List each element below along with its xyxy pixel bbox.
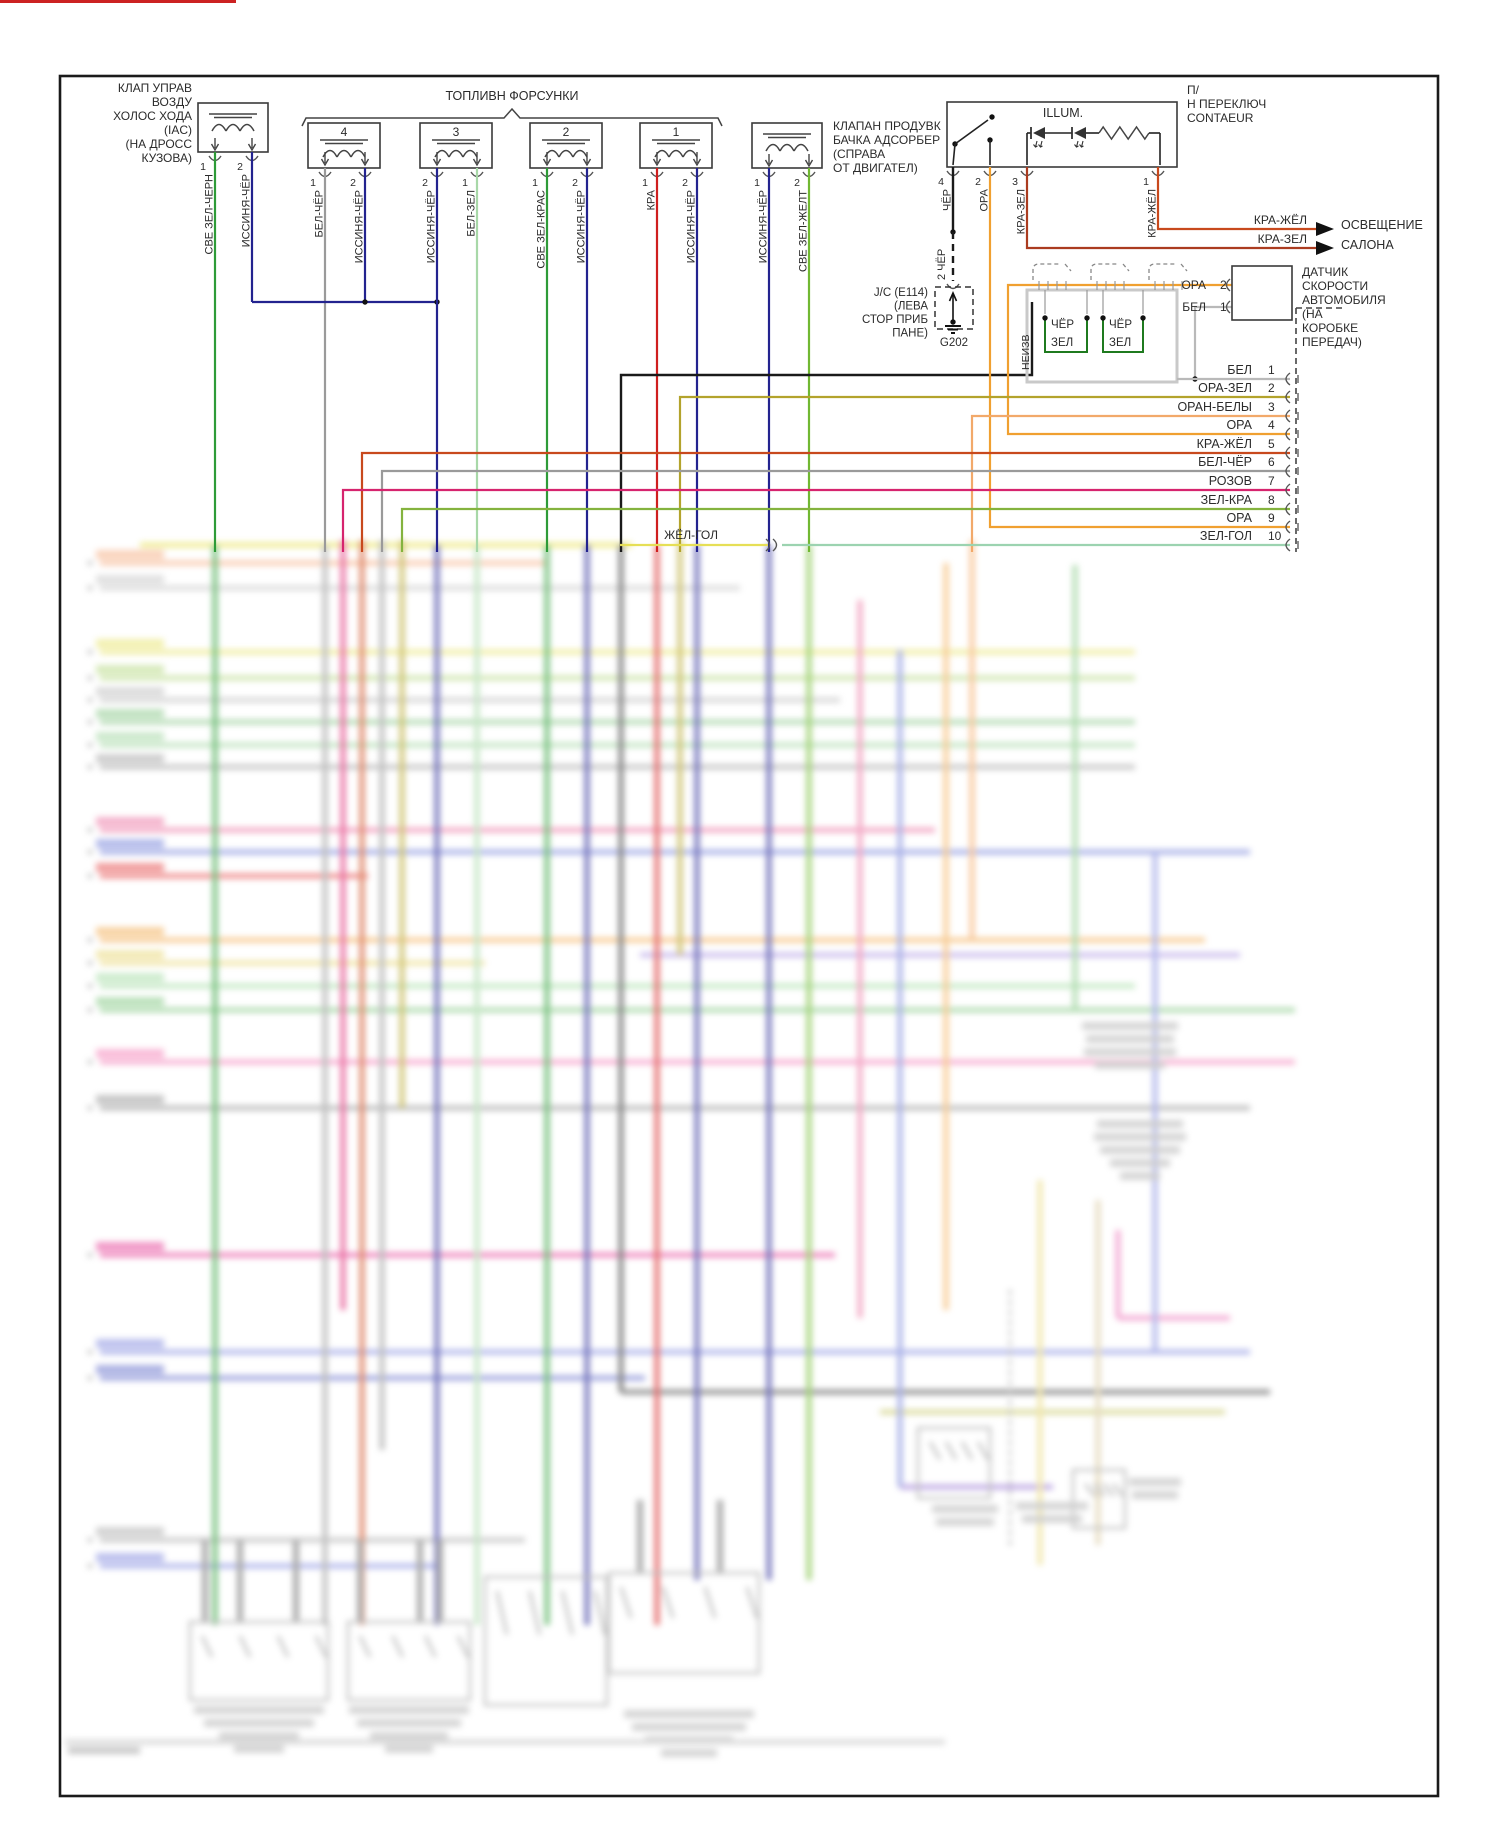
label: ЗЕЛ-ГОЛ [1199,529,1252,543]
label: 4 [1268,418,1275,432]
label: КУЗОВА) [141,151,192,165]
label: САЛОНА [1341,238,1394,252]
label: 3 [1268,400,1275,414]
diagram-border [60,76,1438,1796]
label: 7 [1268,474,1275,488]
switch-icon [955,120,988,144]
label: 1 [200,161,206,173]
label: 4 [340,125,348,139]
led-arrow-icon [1080,141,1084,147]
arrow-right-icon [1316,241,1334,255]
label: 2 [572,177,578,189]
label: ХОЛОС ХОДА [113,109,192,123]
label: ОРА-ЗЕЛ [1198,381,1252,395]
label: СВЕ ЗЕЛ-ЖЕЛТ [797,190,810,272]
label: 1 [1220,300,1227,314]
label: ОРАН-БЕЛЫ [1177,400,1252,414]
wire [621,302,1032,552]
coil-icon [212,125,254,132]
label: СВЕ ЗЕЛ-КРАС [535,190,548,269]
label: ЗЕЛ [1109,337,1132,349]
fuel-injector-1 [640,123,712,263]
iac-component [113,81,268,255]
label: 6 [1268,455,1275,469]
label: Н ПЕРЕКЛЮЧ [1187,97,1267,111]
label: (СПРАВА [833,147,886,161]
label: ОРА [1226,418,1252,432]
diode-icon [1074,127,1086,139]
label: 1 [1143,176,1149,188]
label: СВЕ ЗЕЛ-ЧЕРН [203,174,216,255]
label: КРА [645,190,658,211]
led-arrow-icon [1039,141,1043,147]
ecu-connector-rows [343,308,1342,552]
label: СКОРОСТИ [1302,279,1369,293]
label: ЖЁЛ-ГОЛ [664,528,718,542]
label: КРА-ЗЕЛ [1015,189,1028,235]
label: ИССИНЯ-ЧЁР [425,190,438,264]
label: ИССИНЯ-ЧЁР [353,190,366,264]
resistor-icon [1099,127,1149,139]
label: ОРА [1181,278,1206,292]
label: 1 [1268,363,1275,377]
label: 5 [1268,437,1275,451]
coil-icon [323,151,365,158]
label: 8 [1268,493,1275,507]
connector-dash-icon [1091,264,1129,280]
coil-icon [655,151,697,158]
label: ЗЕЛ [1051,337,1074,349]
label: ОРА [1226,511,1252,525]
junction-dot [1100,315,1105,320]
junction-dot [362,299,367,304]
label: КЛАП УПРАВ [117,81,192,95]
label: 1 [310,177,316,189]
label: БЕЛ-ЗЕЛ [465,190,478,237]
wire [953,144,955,165]
label: 2 [794,177,800,189]
label: СТОР ПРИБ [862,314,928,326]
label: АВТОМОБИЛЯ [1302,293,1386,307]
coil-icon [545,151,587,158]
label: КРА-ЖЁЛ [1146,189,1159,238]
injectors-header [302,89,722,126]
junction-dot [989,114,994,119]
label: 1 [754,177,760,189]
wire [990,167,1290,527]
led-arrow-icon [1034,141,1038,147]
label: БЕЛ [1182,300,1206,314]
label: КЛАПАН ПРОДУВК [833,119,941,133]
box [1232,266,1292,320]
label: ЧЁР [941,189,954,212]
label: CONTAEUR [1187,111,1254,125]
wire [362,453,1290,552]
junction-dot [1140,315,1145,320]
label: ОРА [978,189,991,212]
label: 1 [672,125,680,139]
junction-dot [1084,315,1089,320]
label: 1 [642,177,648,189]
label: (ЛЕВА [893,300,928,313]
label: П/ [1187,83,1199,97]
arrow-right-icon [1316,222,1334,236]
label: 10 [1268,529,1282,543]
illum-switch-component [938,83,1266,238]
label: ДАТЧИК [1302,265,1349,279]
label: НЕИЗВ [1020,334,1032,370]
label: ИССИНЯ-ЧЁР [757,190,770,264]
fuel-injector-2 [530,123,602,269]
label: 1 [462,177,468,189]
label: ЗЕЛ-КРА [1200,493,1252,507]
diode-icon [1033,127,1045,139]
label: ИССИНЯ-ЧЁР [240,174,253,248]
label: ПЕРЕДАЧ) [1302,335,1362,349]
led-arrow-icon [1075,141,1079,147]
junction-dot [1042,315,1047,320]
connector-dash-icon [1033,264,1071,280]
label: 2 [562,125,570,139]
box [198,103,268,152]
fuel-injector-4 [308,123,380,263]
label: ИССИНЯ-ЧЁР [575,190,588,264]
wire [680,397,1290,552]
fuel-injector-3 [420,123,492,263]
label: ВОЗДУ [151,95,192,109]
splice-block [1020,264,1187,382]
label: 2 [422,177,428,189]
label: ОСВЕЩЕНИЕ [1341,218,1423,232]
label: (НА ДРОСС [125,137,192,151]
label: БЕЛ-ЧЁР [313,190,326,238]
coil-icon [435,151,477,158]
label: ЧЁР [1051,319,1075,331]
label: ILLUM. [1042,106,1084,120]
label: 2 ЧЁР [936,248,948,280]
label: КРА-ЗЕЛ [1257,232,1307,246]
label: G202 [939,337,969,349]
label: БАЧКА АДСОРБЕР [833,133,941,147]
purge-valve-component [752,119,941,272]
label: ИССИНЯ-ЧЁР [685,190,698,264]
wire [382,471,1290,552]
label: 2 [682,177,688,189]
label: 2 [350,177,356,189]
label: 1 [532,177,538,189]
label: 2 [237,161,243,173]
label: 9 [1268,511,1275,525]
label: ОТ ДВИГАТЕЛ) [833,161,918,175]
label: J/C (E114) [873,287,928,299]
label: 4 [938,176,944,188]
label: ПАНЕ) [892,327,928,340]
label: БЕЛ-ЧЁР [1198,455,1252,469]
label: ЧЁР [1109,319,1133,331]
page-title: ТОПЛИВН ФОРСУНКИ [445,89,579,103]
label: РОЗОВ [1208,474,1252,488]
label: 2 [975,176,981,188]
label: КРА-ЖЁЛ [1253,213,1307,227]
junction-e114 [862,249,973,349]
label: (НА [1302,307,1323,321]
label: 2 [1220,278,1227,292]
wire [343,490,1290,552]
label: КОРОБКЕ [1302,321,1359,335]
junction-dot [950,319,955,324]
label: КРА-ЖЁЛ [1196,437,1252,451]
label: (IAC) [164,123,192,137]
label: 3 [1012,176,1018,188]
label: 3 [452,125,460,139]
label: 2 [1268,381,1275,395]
label: БЕЛ [1227,363,1252,377]
coil-icon [766,145,808,152]
